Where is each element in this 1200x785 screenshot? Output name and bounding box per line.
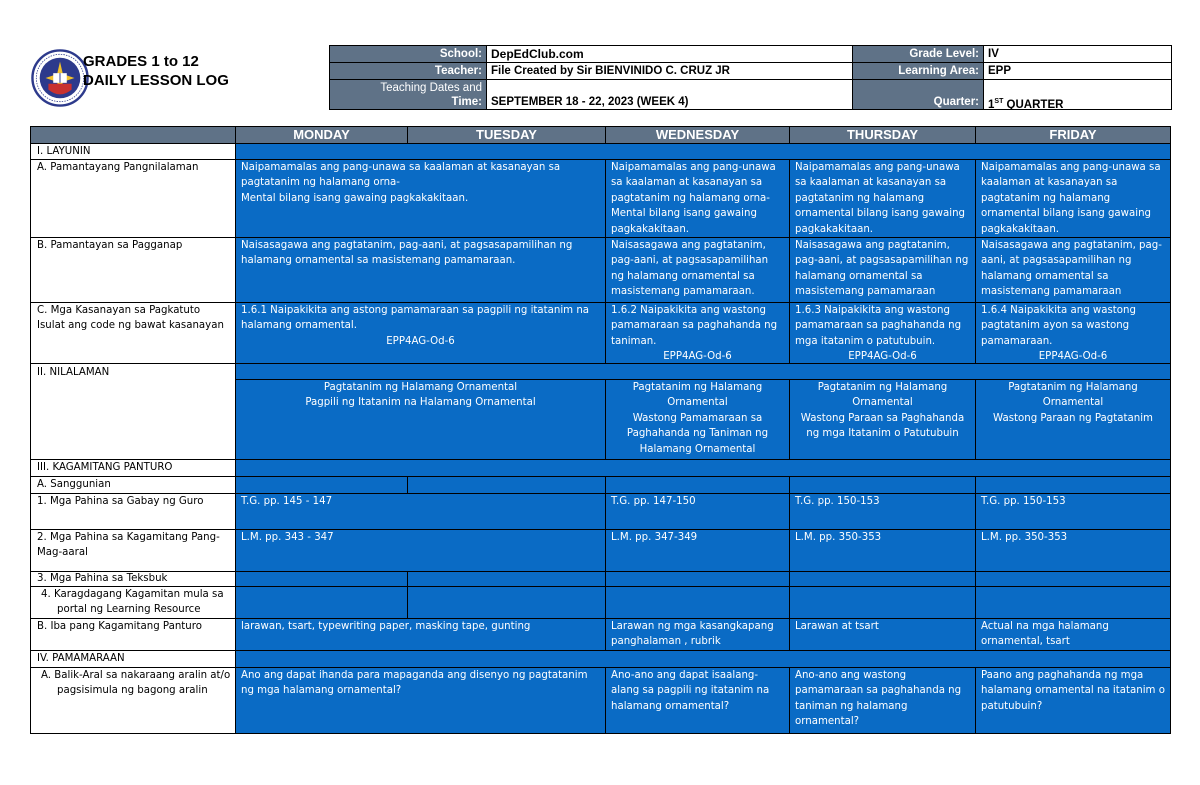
competency-text: 1.6.1 Naipakikita ang astong pamamaraan sa pagpili ng itatanim na halamang ornamental. (241, 305, 590, 332)
cell-portal-mon (235, 586, 408, 619)
day-header-wednesday: WEDNESDAY (605, 126, 790, 144)
competency-code: EPP4AG-Od-6 (386, 335, 455, 347)
cell-teksbuk-mon (235, 571, 408, 587)
quarter-value (983, 79, 1172, 110)
layunin-band (235, 143, 1171, 160)
cell-a-wed: Naipamamalas ang pang-unawa sa kaalaman at kasanayan sa pagtatanim ng halamang orna- Mental bilang isang gawaing pagkakakitaan. (605, 159, 790, 238)
balik-aral-label-text: A. Balik-Aral sa nakaraang aralin at/o pagsisimula ng bagong aralin (41, 670, 231, 697)
cell-c-fri (975, 302, 1171, 364)
cell-c-wed (605, 302, 790, 364)
day-header-friday: FRIDAY (975, 126, 1171, 144)
competency-text: 1.6.2 Naipakikita ang wastong pamamaraan sa paghahanda ng taniman. (611, 305, 778, 347)
row-label-pamantayan-sa-pagganap: B. Pamantayan sa Pagganap (30, 237, 236, 303)
cell-guro-wed: T.G. pp. 147-150 (605, 493, 790, 530)
cell-iba-fri: Actual na mga halamang ornamental, tsart (975, 618, 1171, 651)
cell-teksbuk-thu (789, 571, 976, 587)
cell-balik-fri: Paano ang paghahanda ng mga halamang ornamental na itatanim o patutubuin? (975, 667, 1171, 734)
cell-lm-mon-tue: L.M. pp. 343 - 347 (235, 529, 606, 572)
portal-label-text: 4. Karagdagang Kagamitan mula sa portal ng Learning Resource (41, 589, 224, 616)
cell-portal-fri (975, 586, 1171, 619)
cell-b-mon-tue: Naisasagawa ang pagtatanim, pag-aani, at pagsasapamilihan ng halamang ornamental sa masistemang pamamaraan. (235, 237, 606, 303)
dll-header (25, 45, 1172, 110)
day-header-thursday: THURSDAY (789, 126, 976, 144)
pamamaraan-band (235, 650, 1171, 668)
row-label-mga-kasanayan (30, 302, 236, 364)
cell-guro-mon-tue: T.G. pp. 145 - 147 (235, 493, 606, 530)
corner-header-cell (30, 126, 236, 144)
competency-text: 1.6.3 Naipakikita ang wastong pamamaraan sa paghahanda ng mga itatanim o patutubuin. (795, 305, 962, 347)
cell-b-wed: Naisasagawa ang pagtatanim, pag-aani, at pagsasapamilihan ng halamang ornamental sa masistemang pamamaraan. (605, 237, 790, 303)
competency-code: EPP4AG-Od-6 (848, 351, 917, 363)
nilalaman-subtopic: Pagpili ng Itatanim na Halamang Ornamental (305, 397, 536, 409)
row-label-pamantayang-pangnilalaman: A. Pamantayang Pangnilalaman (30, 159, 236, 238)
cell-nilalaman-wed: Pagtatanim ng Halamang Ornamental Wastong Pamamaraan sa Paghahanda ng Taniman ng Halamang Ornamental (605, 379, 790, 460)
row-label-balik-aral (30, 667, 236, 734)
dates-value: SEPTEMBER 18 - 22, 2023 (WEEK 4) (486, 79, 853, 110)
learning-area-label: Learning Area: (852, 62, 984, 80)
kagamitan-band (235, 459, 1171, 477)
day-header-tuesday: TUESDAY (407, 126, 606, 144)
title-grades: GRADES 1 to 12 (83, 53, 199, 70)
cell-iba-thu: Larawan at tsart (789, 618, 976, 651)
cell-balik-thu: Ano-ano ang wastong pamamaraan sa paghahanda ng taniman ng halamang ornamental? (789, 667, 976, 734)
row-label-iba-pang-kagamitan: B. Iba pang Kagamitang Panturo (30, 618, 236, 651)
lesson-log-table (30, 126, 1171, 734)
cell-lm-thu: L.M. pp. 350-353 (789, 529, 976, 572)
cell-teksbuk-tue (407, 571, 606, 587)
cell-lm-fri: L.M. pp. 350-353 (975, 529, 1171, 572)
section-pamamaraan: IV. PAMAMARAAN (30, 650, 236, 668)
quarter-sup: ST (994, 98, 1004, 105)
row-label-gabay-ng-guro: 1. Mga Pahina sa Gabay ng Guro (30, 493, 236, 530)
quarter-num: 1 (988, 98, 995, 110)
school-label: School: (329, 45, 487, 63)
cell-teksbuk-fri (975, 571, 1171, 587)
dates-label-line1: Teaching Dates and (380, 82, 482, 94)
cell-guro-thu: T.G. pp. 150-153 (789, 493, 976, 530)
cell-sanggunian-mon (235, 476, 408, 494)
cell-iba-mon-tue: larawan, tsart, typewriting paper, masking tape, gunting (235, 618, 606, 651)
dates-label-line2: Time: (451, 96, 482, 108)
quarter-word: QUARTER (1003, 98, 1064, 110)
quarter-label: Quarter: (852, 79, 984, 110)
cell-balik-wed: Ano-ano ang dapat isaalang-alang sa pagpili ng itatanim na halamang ornamental? (605, 667, 790, 734)
title-dll: DAILY LESSON LOG (83, 72, 229, 89)
row-label-teksbuk: 3. Mga Pahina sa Teksbuk (30, 571, 236, 587)
cell-nilalaman-fri: Pagtatanim ng Halamang Ornamental Wastong Paraan ng Pagtatanim (975, 379, 1171, 460)
cell-a-fri: Naipamamalas ang pang-unawa sa kaalaman at kasanayan sa pagtatanim ng halamang ornamental bilang isang gawaing pagkakakitaan. (975, 159, 1171, 238)
cell-portal-wed (605, 586, 790, 619)
cell-teksbuk-wed (605, 571, 790, 587)
kasanayan-label-line2: Isulat ang code ng bawat kasanayan (37, 320, 224, 332)
cell-c-mon-tue (235, 302, 606, 364)
cell-sanggunian-thu (789, 476, 976, 494)
competency-code: EPP4AG-Od-6 (663, 351, 732, 363)
competency-code: EPP4AG-Od-6 (1038, 351, 1108, 363)
section-layunin: I. LAYUNIN (30, 143, 236, 160)
row-label-kagamitang-pang-mag-aaral: 2. Mga Pahina sa Kagamitang Pang-Mag-aaral (30, 529, 236, 572)
cell-b-thu: Naisasagawa ang pagtatanim, pag-aani, at pagsasapamilihan ng halamang ornamental sa masistemang pamamaraan (789, 237, 976, 303)
cell-portal-tue (407, 586, 606, 619)
cell-sanggunian-fri (975, 476, 1171, 494)
cell-nilalaman-mon-tue (235, 379, 606, 460)
cell-portal-thu (789, 586, 976, 619)
cell-sanggunian-tue (407, 476, 606, 494)
cell-a-mon-tue: Naipamamalas ang pang-unawa sa kaalaman at kasanayan sa pagtatanim ng halamang orna- Mental bilang isang gawaing pagkakakitaan. (235, 159, 606, 238)
section-kagamitang-panturo: III. KAGAMITANG PANTURO (30, 459, 236, 477)
cell-lm-wed: L.M. pp. 347-349 (605, 529, 790, 572)
cell-b-fri: Naisasagawa ang pagtatanim, pag-aani, at pagsasapamilihan ng halamang ornamental sa masistemang pamamaraan (975, 237, 1171, 303)
cell-sanggunian-wed (605, 476, 790, 494)
nilalaman-topic: Pagtatanim ng Halamang Ornamental (323, 382, 518, 393)
dates-label (329, 79, 487, 110)
grade-level-value: IV (983, 45, 1172, 63)
deped-seal-icon (31, 49, 89, 107)
cell-a-thu: Naipamamalas ang pang-unawa sa kaalaman at kasanayan sa pagtatanim ng halamang ornamental bilang isang gawaing pagkakakitaan. (789, 159, 976, 238)
row-label-portal (30, 586, 236, 619)
school-value: DepEdClub.com (486, 45, 853, 63)
row-label-sanggunian: A. Sanggunian (30, 476, 236, 494)
learning-area-value: EPP (983, 62, 1172, 80)
cell-balik-mon-tue: Ano ang dapat ihanda para mapaganda ang disenyo ng pagtatanim ng mga halamang ornamental? (235, 667, 606, 734)
cell-nilalaman-thu: Pagtatanim ng Halamang Ornamental Wastong Paraan sa Paghahanda ng mga Itatanim o Patutubuin (789, 379, 976, 460)
cell-guro-fri: T.G. pp. 150-153 (975, 493, 1171, 530)
grade-level-label: Grade Level: (852, 45, 984, 63)
kasanayan-label-line1: C. Mga Kasanayan sa Pagkatuto (37, 305, 201, 316)
day-header-monday: MONDAY (235, 126, 408, 144)
header-info-table (329, 45, 1172, 110)
competency-text: 1.6.4 Naipakikita ang wastong pagtatanim ayon sa wastong pamamaraan. (981, 305, 1136, 347)
cell-iba-wed: Larawan ng mga kasangkapang panghalaman , rubrik (605, 618, 790, 651)
teacher-value: File Created by Sir BIENVINIDO C. CRUZ JR (486, 62, 853, 80)
section-nilalaman: II. NILALAMAN (30, 363, 236, 460)
teacher-label: Teacher: (329, 62, 487, 80)
cell-c-thu (789, 302, 976, 364)
nilalaman-band (235, 363, 1171, 380)
